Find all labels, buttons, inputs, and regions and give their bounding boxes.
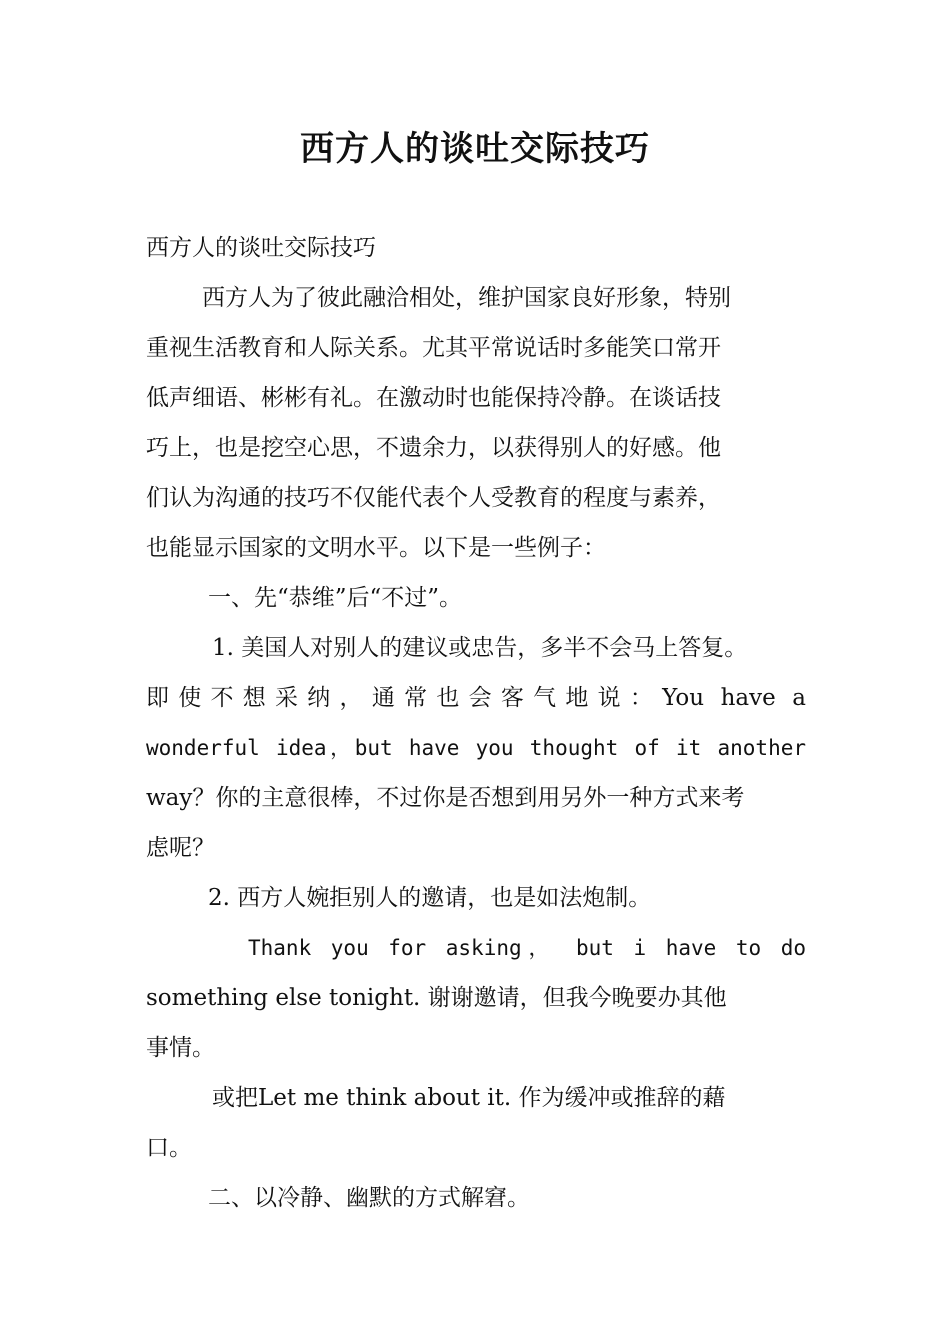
- paragraph-line: something else tonight. 谢谢邀请，但我今晚要办其他: [146, 985, 727, 1011]
- section-heading: 二、以冷静、幽默的方式解窘。: [208, 1185, 530, 1211]
- intro-paragraph-line: 们认为沟通的技巧不仅能代表个人受教育的程度与素养，: [146, 485, 721, 511]
- paragraph-line: 或把Let me think about it. 作为缓冲或推辞的藉: [212, 1085, 726, 1111]
- intro-paragraph-line: 低声细语、彬彬有礼。在激动时也能保持冷静。在谈话技: [146, 385, 721, 411]
- section-heading: 一、先“恭维”后“不过”。: [208, 585, 463, 611]
- paragraph-line: 虑呢？: [146, 835, 215, 861]
- paragraph-line: wonderful idea，but have you thought of it another: [146, 736, 806, 760]
- paragraph-line: 事情。: [146, 1035, 215, 1061]
- intro-paragraph-line: 巧上，也是挖空心思，不遗余力，以获得别人的好感。他: [146, 435, 721, 461]
- intro-paragraph-line: 西方人为了彼此融洽相处，维护国家良好形象，特别: [202, 285, 731, 311]
- paragraph-line: 即使不想采纳，通常也会客气地说：You have a: [146, 685, 806, 711]
- paragraph-line: 口。: [146, 1135, 192, 1161]
- intro-paragraph-line: 重视生活教育和人际关系。尤其平常说话时多能笑口常开: [146, 335, 721, 361]
- paragraph-line: 1. 美国人对别人的建议或忠告，多半不会马上答复。: [212, 635, 748, 661]
- intro-paragraph-line: 也能显示国家的文明水平。以下是一些例子：: [146, 535, 606, 561]
- paragraph-line: Thank you for asking， but i have to do: [248, 936, 806, 960]
- document-title: 西方人的谈吐交际技巧: [300, 129, 650, 169]
- paragraph-line: way？你的主意很棒，不过你是否想到用另外一种方式来考: [146, 785, 745, 811]
- paragraph-line: 2. 西方人婉拒别人的邀请，也是如法炮制。: [208, 885, 652, 911]
- document-subtitle: 西方人的谈吐交际技巧: [146, 235, 376, 261]
